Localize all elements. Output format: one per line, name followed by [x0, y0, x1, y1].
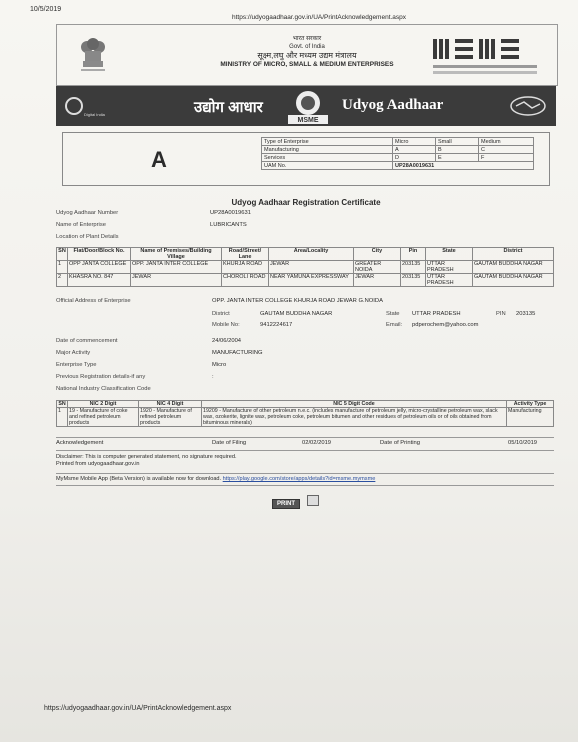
- banner-title: Udyog Aadhaar: [342, 97, 444, 113]
- pin-label: PIN: [496, 311, 506, 317]
- mobile-app-text: MyMsme Mobile App (Beta Version) is available now for download.: [56, 476, 222, 482]
- handshake-icon: [508, 94, 548, 118]
- mobile-app-link[interactable]: https://play.google.com/store/apps/details?id=msme.mymsme: [222, 476, 376, 482]
- table-row: Services D E F: [262, 154, 534, 162]
- printing-date-value: 05/10/2019: [508, 440, 538, 446]
- disclaimer-line: Printed from udyogaadhaar.gov.in: [56, 461, 140, 467]
- commencement-value: 24/06/2004: [212, 338, 242, 344]
- official-address: OPP. JANTA INTER COLLEGE KHURJA ROAD JEWAR G.NOIDA: [212, 298, 383, 304]
- table-row: 1 19 - Manufacture of coke and refined petroleum products 1920 - Manufacture of refined petroleum products 19209 - Manufacture of other petroleum n.e.c. (includes manufacture of petroleum jelly, micro-crystalline petroleum wax, slack wax, ozokerite, lignite wax, petroleum coke, petroleum bitumen and other residues of petroleum oils or of oils obtained from bituminous minerals) Manufacturing: [57, 408, 554, 427]
- divider: [56, 450, 554, 451]
- table-header: SN Flat/Door/Block No. Name of Premises/Building Village Road/Street/ Lane Area/Locality City Pin State District: [57, 248, 554, 261]
- ministry-text: [177, 35, 437, 69]
- major-activity-value: MANUFACTURING: [212, 350, 263, 356]
- svg-text:Digital India: Digital India: [84, 112, 105, 117]
- previous-registration-value: :: [212, 374, 214, 380]
- table-header: SN NIC 2 Digit NIC 4 Digit NIC 5 Digit Code Activity Type: [57, 401, 554, 408]
- national-emblem-icon: [75, 33, 111, 75]
- svg-text:MSME: MSME: [297, 117, 319, 124]
- uan-value: UP28A0019631: [210, 210, 251, 216]
- mobile-value: 9412224617: [260, 322, 293, 328]
- printing-date-label: Date of Printing: [380, 440, 420, 446]
- plant-location-label: Location of Plant Details: [56, 234, 119, 240]
- table-row: Manufacturing A B C: [262, 146, 534, 154]
- export-icon[interactable]: [307, 495, 319, 506]
- filing-date-label: Date of Filing: [212, 440, 247, 446]
- print-button[interactable]: PRINT: [272, 499, 300, 509]
- state-value: UTTAR PRADESH: [412, 311, 461, 317]
- mobile-label: Mobile No:: [212, 322, 240, 328]
- district-label: District: [212, 311, 230, 317]
- disclaimer: [56, 454, 237, 468]
- official-address-label: Official Address of Enterprise: [56, 298, 131, 304]
- footer-url: https://udyogaadhaar.gov.in/UA/PrintAcknowledgement.aspx: [44, 705, 232, 712]
- nic-table: [56, 400, 554, 427]
- nic-label: National Industry Classification Code: [56, 386, 151, 392]
- uan-label: Udyog Aadhaar Number: [56, 210, 119, 216]
- table-row: 1 OPP JANTA COLLEGE OPP. JANTA INTER COLLEGE KHURJA ROAD JEWAR GREATER NOIDA 203135 UTTAR PRADESH GAUTAM BUDDHA NAGAR: [57, 261, 554, 274]
- enterprise-name-value: LUBRICANTS: [210, 222, 247, 228]
- ministry-en2: MINISTRY OF MICRO, SMALL & MEDIUM ENTERPRISES: [220, 61, 394, 68]
- enterprise-type-table: [261, 137, 534, 170]
- certificate-title: Udyog Aadhaar Registration Certificate: [231, 198, 381, 207]
- table-row: UAM No. UP28A0019631: [262, 162, 534, 170]
- print-url: https://udyogaadhaar.gov.in/UA/PrintAcknowledgement.aspx: [232, 14, 407, 21]
- email-label: Email:: [386, 322, 403, 328]
- udyog-aadhaar-seal-icon: [280, 89, 336, 125]
- mobile-app-notice: [56, 476, 375, 482]
- major-activity-label: Major Activity: [56, 350, 91, 356]
- action-buttons: [272, 492, 319, 510]
- acknowledgement-label: Acknowledgement: [56, 440, 104, 446]
- ministry-hi1: भारत सरकार: [292, 36, 322, 42]
- state-label: State: [386, 311, 400, 317]
- ministry-en1: Govt. of India: [289, 44, 325, 50]
- enterprise-class-letter: A: [151, 147, 167, 172]
- district-value: GAUTAM BUDDHA NAGAR: [260, 311, 333, 317]
- plant-table: [56, 247, 554, 287]
- commencement-label: Date of commencement: [56, 338, 118, 344]
- pin-value: 203135: [516, 311, 536, 317]
- enterprise-type-label: Enterprise Type: [56, 362, 97, 368]
- enterprise-class-box: [62, 132, 550, 186]
- ministry-hi2: सूक्ष्म,लघु और मध्यम उद्यम मंत्रालय: [257, 51, 357, 60]
- table-row: 2 KHASRA NO. 847 JEWAR CHOROLI ROAD NEAR YAMUNA EXPRESSWAY JEWAR 203135 UTTAR PRADESH GAUTAM BUDDHA NAGAR: [57, 274, 554, 287]
- digital-india-logo-icon: [64, 92, 108, 120]
- enterprise-name-label: Name of Enterprise: [56, 222, 106, 228]
- disclaimer-line: Disclaimer: This is computer generated statement, no signature required.: [56, 454, 237, 460]
- divider: [56, 437, 554, 438]
- divider: [56, 485, 554, 486]
- enterprise-type-value: Micro: [212, 362, 227, 368]
- udyog-banner: [56, 86, 556, 126]
- ministry-banner: [56, 24, 558, 86]
- certificate: [56, 24, 556, 494]
- banner-hindi-title: उद्योग आधार: [194, 99, 263, 116]
- uam-number: UP28A0019631: [393, 162, 534, 170]
- email-value: pdperochem@yahoo.com: [412, 322, 479, 328]
- table-row: Type of Enterprise Micro Small Medium: [262, 138, 534, 146]
- msme-logo-icon: [425, 31, 545, 81]
- filing-date-value: 02/02/2019: [302, 440, 332, 446]
- print-date: 10/5/2019: [30, 6, 62, 13]
- divider: [56, 473, 554, 474]
- previous-registration-label: Previous Registration details-if any: [56, 374, 146, 380]
